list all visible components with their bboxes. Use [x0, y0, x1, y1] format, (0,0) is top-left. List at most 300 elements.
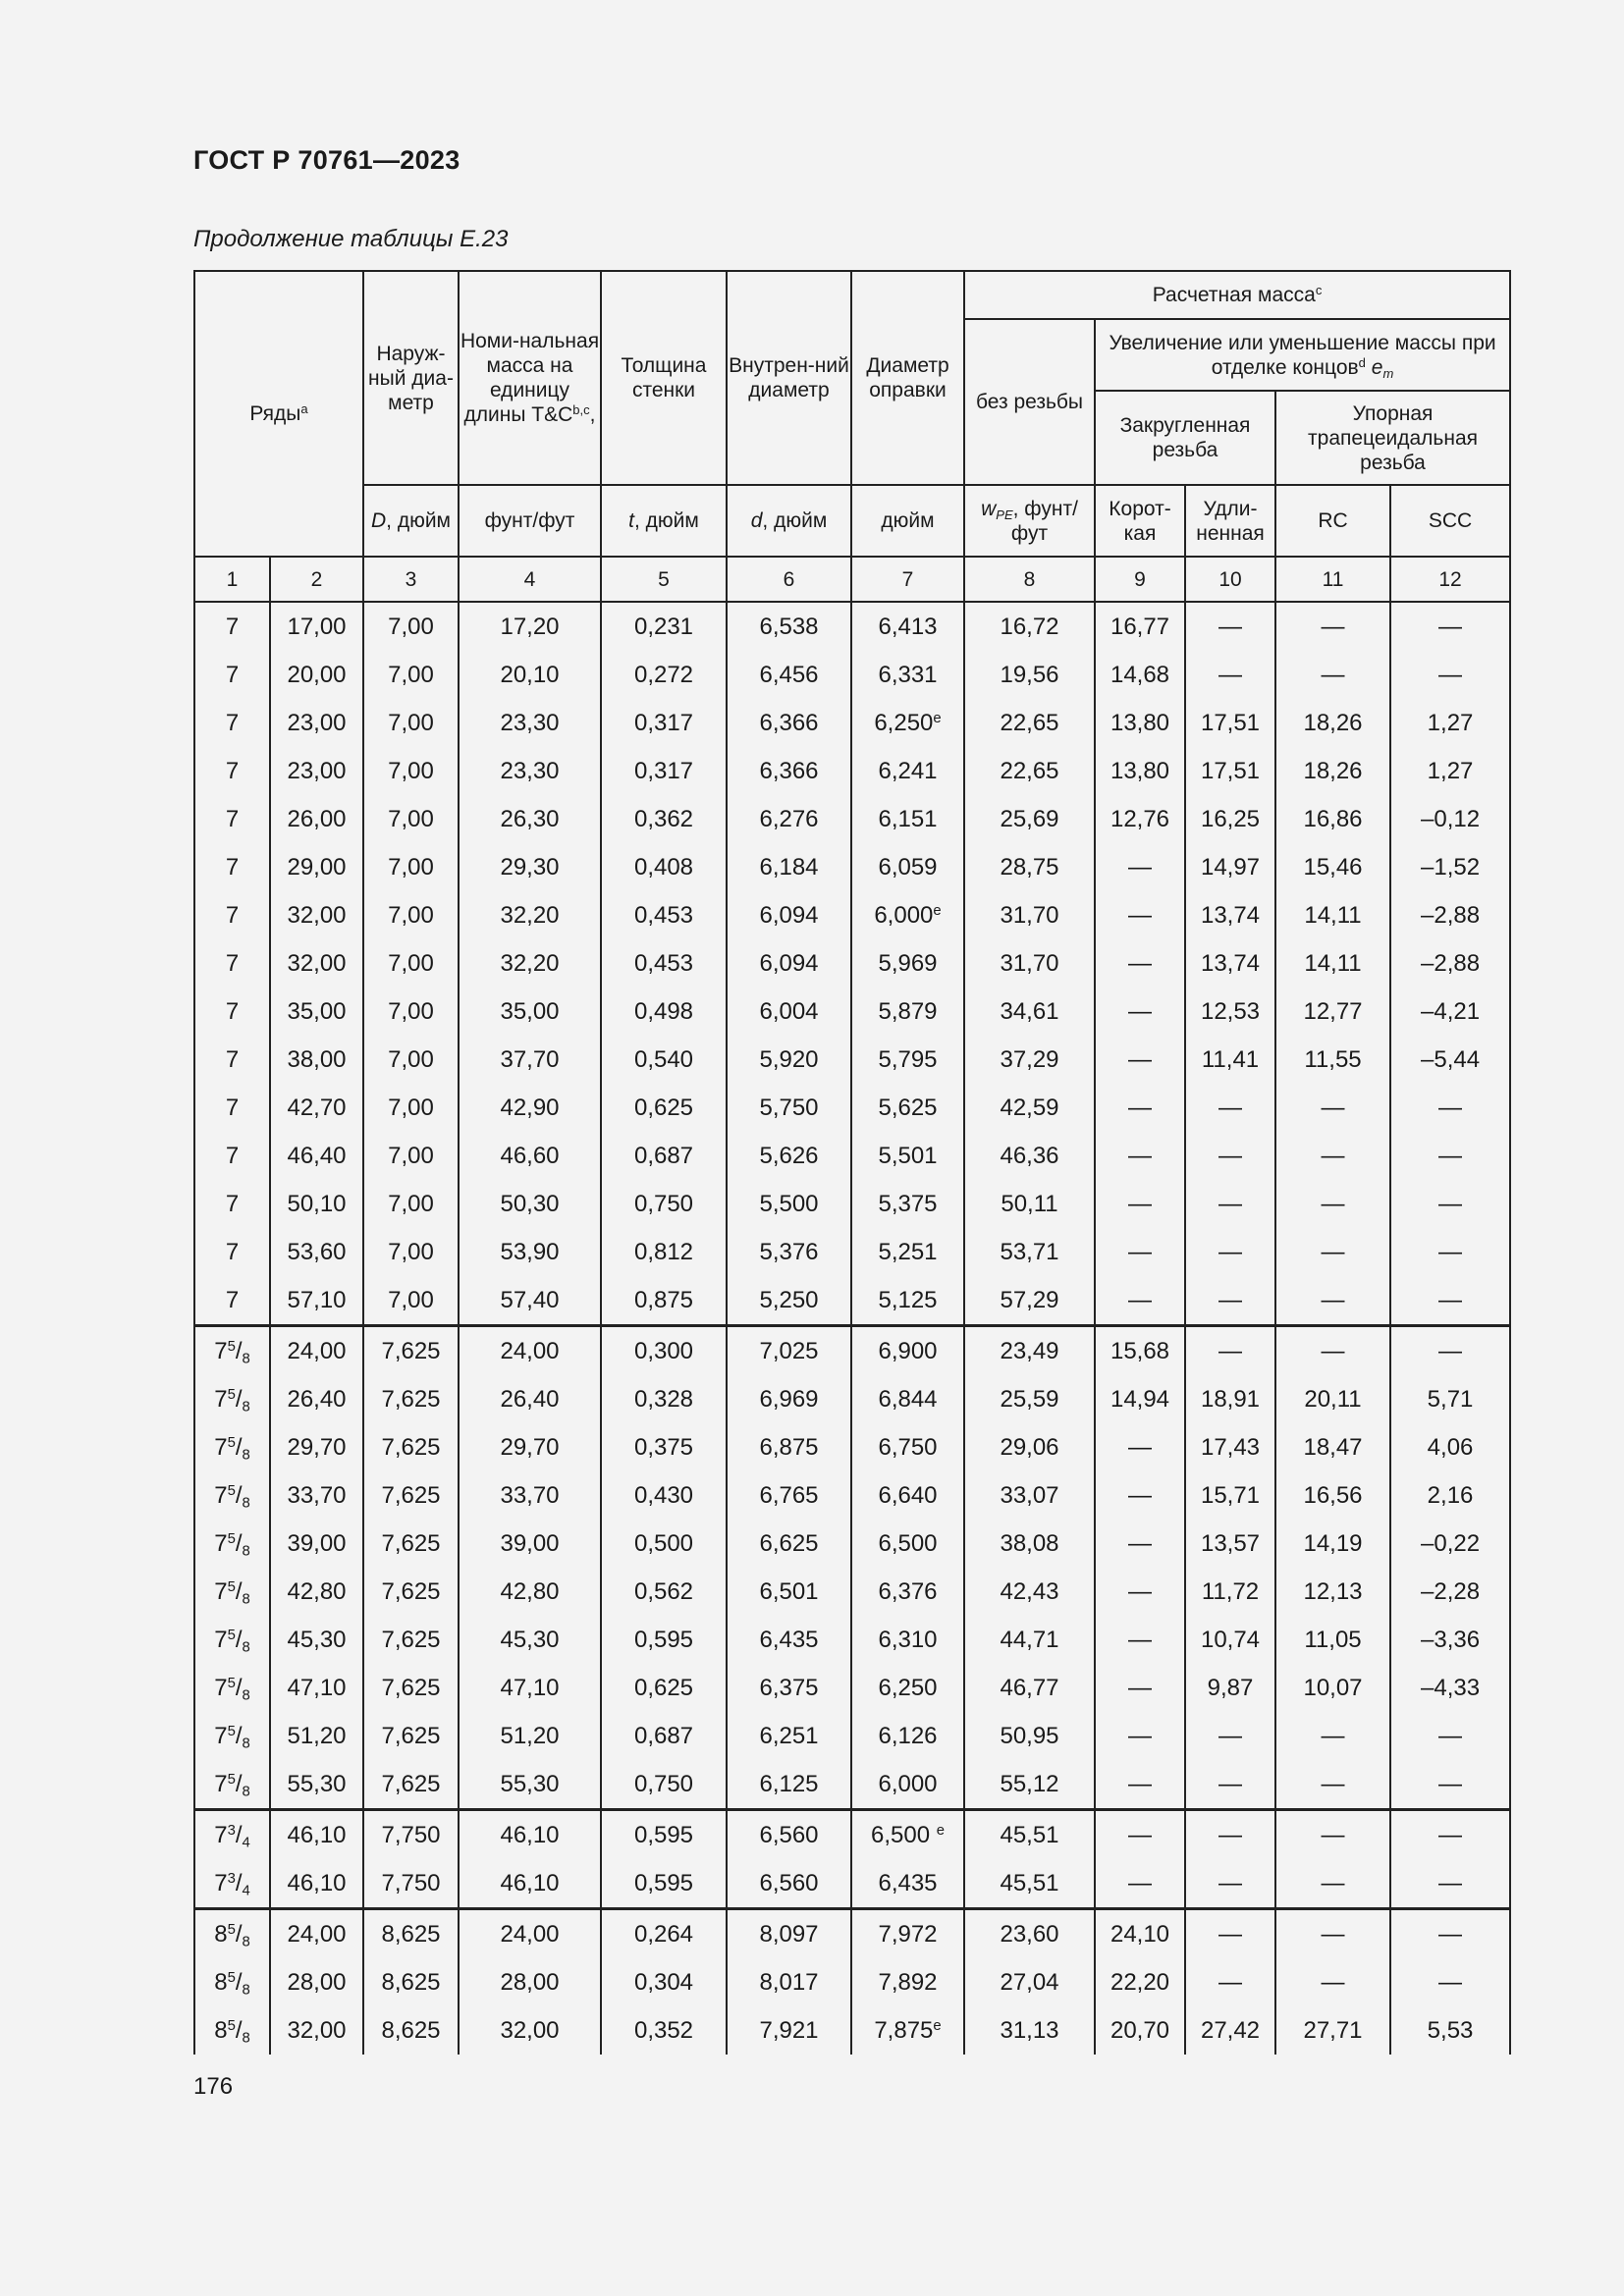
table-row [194, 1909, 1510, 1959]
cell-weight: 32,00 [270, 2006, 363, 2055]
cell-outer-diameter: 7,00 [363, 939, 459, 988]
cell-outer-diameter: 7,625 [363, 1616, 459, 1664]
cell-long-round: — [1185, 1276, 1275, 1326]
cell-drift-diameter: 6,241 [851, 747, 964, 795]
header-round-thread: Закругленная резьба [1095, 391, 1275, 485]
cell-size: 7 [194, 1228, 270, 1276]
cell-long-round: 13,74 [1185, 939, 1275, 988]
cell-short-round: 22,20 [1095, 1958, 1185, 2006]
cell-nominal-mass: 32,00 [459, 2006, 601, 2055]
cell-inner-diameter: 6,094 [727, 939, 851, 988]
cell-inner-diameter: 8,017 [727, 1958, 851, 2006]
cell-buttress-rc: — [1275, 1760, 1390, 1810]
cell-long-round: — [1185, 1228, 1275, 1276]
cell-drift-diameter: 6,000 [851, 1760, 964, 1810]
cell-plain-end-mass: 27,04 [964, 1958, 1095, 2006]
cell-weight: 39,00 [270, 1520, 363, 1568]
cell-long-round: 14,97 [1185, 843, 1275, 891]
cell-short-round: 16,77 [1095, 602, 1185, 651]
cell-nominal-mass: 46,10 [459, 1810, 601, 1860]
cell-weight: 28,00 [270, 1958, 363, 2006]
cell-wall-thickness: 0,408 [601, 843, 727, 891]
table-row [194, 1520, 1510, 1568]
cell-buttress-rc: — [1275, 1958, 1390, 2006]
cell-size: 7 [194, 747, 270, 795]
cell-plain-end-mass: 25,69 [964, 795, 1095, 843]
cell-wall-thickness: 0,317 [601, 699, 727, 747]
cell-buttress-scc: — [1390, 651, 1510, 699]
cell-nominal-mass: 32,20 [459, 939, 601, 988]
cell-weight: 29,70 [270, 1423, 363, 1471]
cell-nominal-mass: 46,60 [459, 1132, 601, 1180]
cell-outer-diameter: 7,625 [363, 1423, 459, 1471]
cell-inner-diameter: 6,276 [727, 795, 851, 843]
cell-buttress-scc: –1,52 [1390, 843, 1510, 891]
footnote-marker: e [933, 2017, 942, 2034]
cell-size: $7^5/_8$ [194, 1712, 270, 1760]
cell-short-round: 15,68 [1095, 1326, 1185, 1376]
cell-long-round: — [1185, 1132, 1275, 1180]
cell-buttress-rc: 11,55 [1275, 1036, 1390, 1084]
cell-drift-diameter: 6,413 [851, 602, 964, 651]
cell-outer-diameter: 7,00 [363, 988, 459, 1036]
table-row [194, 1180, 1510, 1228]
cell-nominal-mass: 53,90 [459, 1228, 601, 1276]
cell-plain-end-mass: 33,07 [964, 1471, 1095, 1520]
cell-weight: 47,10 [270, 1664, 363, 1712]
cell-buttress-scc: –5,44 [1390, 1036, 1510, 1084]
cell-short-round: 14,68 [1095, 651, 1185, 699]
cell-wall-thickness: 0,595 [601, 1616, 727, 1664]
cell-inner-diameter: 6,560 [727, 1859, 851, 1909]
cell-wall-thickness: 0,595 [601, 1859, 727, 1909]
cell-nominal-mass: 20,10 [459, 651, 601, 699]
cell-size: $7^5/_8$ [194, 1471, 270, 1520]
cell-buttress-rc: 16,56 [1275, 1471, 1390, 1520]
cell-short-round: — [1095, 988, 1185, 1036]
cell-wall-thickness: 0,562 [601, 1568, 727, 1616]
cell-outer-diameter: 7,00 [363, 1180, 459, 1228]
cell-plain-end-mass: 28,75 [964, 843, 1095, 891]
table-row [194, 795, 1510, 843]
table-row [194, 988, 1510, 1036]
cell-size: $7^5/_8$ [194, 1568, 270, 1616]
cell-buttress-scc: 1,27 [1390, 699, 1510, 747]
column-number: 2 [270, 557, 363, 602]
cell-buttress-rc: 14,11 [1275, 891, 1390, 939]
cell-plain-end-mass: 50,95 [964, 1712, 1095, 1760]
cell-buttress-rc: — [1275, 1909, 1390, 1959]
cell-buttress-scc: –2,88 [1390, 891, 1510, 939]
cell-wall-thickness: 0,875 [601, 1276, 727, 1326]
cell-inner-diameter: 6,435 [727, 1616, 851, 1664]
cell-drift-diameter: 6,500 [851, 1520, 964, 1568]
cell-nominal-mass: 32,20 [459, 891, 601, 939]
footnote-marker: e [933, 902, 942, 919]
cell-size: 7 [194, 988, 270, 1036]
cell-weight: 50,10 [270, 1180, 363, 1228]
cell-outer-diameter: 7,00 [363, 651, 459, 699]
cell-buttress-scc: — [1390, 1132, 1510, 1180]
cell-drift-diameter: 6,900 [851, 1326, 964, 1376]
cell-nominal-mass: 35,00 [459, 988, 601, 1036]
cell-wall-thickness: 0,812 [601, 1228, 727, 1276]
cell-weight: 57,10 [270, 1276, 363, 1326]
cell-long-round: — [1185, 1810, 1275, 1860]
cell-drift-diameter: 5,375 [851, 1180, 964, 1228]
cell-drift-diameter: 6,435 [851, 1859, 964, 1909]
cell-drift-diameter: 5,795 [851, 1036, 964, 1084]
cell-plain-end-mass: 23,49 [964, 1326, 1095, 1376]
table-row [194, 1375, 1510, 1423]
column-number: 7 [851, 557, 964, 602]
column-number: 5 [601, 557, 727, 602]
cell-nominal-mass: 57,40 [459, 1276, 601, 1326]
cell-plain-end-mass: 22,65 [964, 699, 1095, 747]
cell-buttress-scc: –0,12 [1390, 795, 1510, 843]
table-row [194, 1859, 1510, 1909]
cell-short-round: 14,94 [1095, 1375, 1185, 1423]
table-row [194, 1958, 1510, 2006]
table-row [194, 1036, 1510, 1084]
cell-buttress-scc: –4,21 [1390, 988, 1510, 1036]
cell-wall-thickness: 0,687 [601, 1132, 727, 1180]
header-outer-diameter: Наруж-ный диа-метр [363, 271, 459, 485]
cell-inner-diameter: 7,025 [727, 1326, 851, 1376]
cell-plain-end-mass: 55,12 [964, 1760, 1095, 1810]
cell-size: $7^5/_8$ [194, 1326, 270, 1376]
cell-nominal-mass: 47,10 [459, 1664, 601, 1712]
cell-weight: 33,70 [270, 1471, 363, 1520]
table-row [194, 1471, 1510, 1520]
cell-drift-diameter: 5,625 [851, 1084, 964, 1132]
cell-size: 7 [194, 939, 270, 988]
cell-size: 7 [194, 1276, 270, 1326]
header-drift-diameter: Диаметр оправки [851, 271, 964, 485]
cell-buttress-scc: –4,33 [1390, 1664, 1510, 1712]
column-number: 11 [1275, 557, 1390, 602]
cell-short-round: 13,80 [1095, 699, 1185, 747]
cell-buttress-scc: — [1390, 1909, 1510, 1959]
cell-inner-diameter: 5,250 [727, 1276, 851, 1326]
header-inner-diameter: Внутрен-ний диаметр [727, 271, 851, 485]
cell-buttress-rc: 18,26 [1275, 747, 1390, 795]
cell-long-round: 10,74 [1185, 1616, 1275, 1664]
unit-outer-diameter: D, дюйм [363, 485, 459, 557]
cell-wall-thickness: 0,362 [601, 795, 727, 843]
cell-drift-diameter: 6,750 [851, 1423, 964, 1471]
cell-buttress-rc: — [1275, 1810, 1390, 1860]
cell-buttress-scc: –3,36 [1390, 1616, 1510, 1664]
cell-long-round: 11,72 [1185, 1568, 1275, 1616]
cell-wall-thickness: 0,430 [601, 1471, 727, 1520]
column-number: 4 [459, 557, 601, 602]
header-rc: RC [1275, 485, 1390, 557]
cell-buttress-scc: — [1390, 1084, 1510, 1132]
cell-long-round: — [1185, 651, 1275, 699]
cell-size: $8^5/_8$ [194, 1909, 270, 1959]
cell-drift-diameter: 6,310 [851, 1616, 964, 1664]
cell-wall-thickness: 0,375 [601, 1423, 727, 1471]
cell-inner-diameter: 6,875 [727, 1423, 851, 1471]
table-row [194, 1760, 1510, 1810]
cell-buttress-scc: — [1390, 1859, 1510, 1909]
cell-drift-diameter: 6,250e [851, 699, 964, 747]
cell-drift-diameter: 5,501 [851, 1132, 964, 1180]
cell-buttress-scc: 4,06 [1390, 1423, 1510, 1471]
cell-long-round: 17,51 [1185, 747, 1275, 795]
cell-long-round: — [1185, 1084, 1275, 1132]
cell-short-round: 12,76 [1095, 795, 1185, 843]
cell-weight: 42,80 [270, 1568, 363, 1616]
cell-short-round: — [1095, 1568, 1185, 1616]
cell-size: 7 [194, 1180, 270, 1228]
cell-buttress-scc: — [1390, 1180, 1510, 1228]
cell-nominal-mass: 24,00 [459, 1326, 601, 1376]
table-body [194, 602, 1510, 2055]
header-plain-end: без резьбы [964, 319, 1095, 485]
cell-size: $7^3/_4$ [194, 1859, 270, 1909]
cell-size: 7 [194, 795, 270, 843]
cell-inner-diameter: 6,251 [727, 1712, 851, 1760]
cell-short-round: — [1095, 1180, 1185, 1228]
cell-buttress-scc: — [1390, 1326, 1510, 1376]
cell-weight: 42,70 [270, 1084, 363, 1132]
table-row [194, 1616, 1510, 1664]
cell-drift-diameter: 6,151 [851, 795, 964, 843]
cell-long-round: 9,87 [1185, 1664, 1275, 1712]
cell-buttress-rc: — [1275, 1859, 1390, 1909]
cell-nominal-mass: 42,80 [459, 1568, 601, 1616]
cell-plain-end-mass: 44,71 [964, 1616, 1095, 1664]
cell-buttress-scc: — [1390, 1810, 1510, 1860]
cell-inner-diameter: 5,376 [727, 1228, 851, 1276]
column-number-row [194, 557, 1510, 602]
cell-buttress-scc: — [1390, 1958, 1510, 2006]
cell-plain-end-mass: 50,11 [964, 1180, 1095, 1228]
header-calculated-mass: Расчетная масса$^c$ [964, 271, 1510, 319]
table-row [194, 1132, 1510, 1180]
cell-buttress-rc: 14,11 [1275, 939, 1390, 988]
cell-buttress-rc: 27,71 [1275, 2006, 1390, 2055]
cell-size: 7 [194, 891, 270, 939]
cell-drift-diameter: 6,000e [851, 891, 964, 939]
cell-buttress-scc: –2,28 [1390, 1568, 1510, 1616]
cell-buttress-rc: 18,26 [1275, 699, 1390, 747]
table-row [194, 1810, 1510, 1860]
cell-outer-diameter: 7,00 [363, 1276, 459, 1326]
cell-weight: 24,00 [270, 1909, 363, 1959]
cell-weight: 35,00 [270, 988, 363, 1036]
cell-plain-end-mass: 25,59 [964, 1375, 1095, 1423]
cell-wall-thickness: 0,453 [601, 939, 727, 988]
footnote-marker: e [936, 1822, 945, 1839]
cell-buttress-rc: 10,07 [1275, 1664, 1390, 1712]
cell-weight: 32,00 [270, 939, 363, 988]
cell-nominal-mass: 37,70 [459, 1036, 601, 1084]
cell-size: $7^5/_8$ [194, 1520, 270, 1568]
cell-weight: 20,00 [270, 651, 363, 699]
cell-outer-diameter: 7,00 [363, 843, 459, 891]
cell-wall-thickness: 0,304 [601, 1958, 727, 2006]
cell-plain-end-mass: 31,13 [964, 2006, 1095, 2055]
cell-long-round: — [1185, 1859, 1275, 1909]
cell-buttress-rc: 16,86 [1275, 795, 1390, 843]
cell-weight: 24,00 [270, 1326, 363, 1376]
column-number: 6 [727, 557, 851, 602]
cell-inner-diameter: 6,969 [727, 1375, 851, 1423]
cell-outer-diameter: 7,625 [363, 1326, 459, 1376]
cell-drift-diameter: 5,125 [851, 1276, 964, 1326]
cell-outer-diameter: 7,00 [363, 795, 459, 843]
cell-weight: 17,00 [270, 602, 363, 651]
cell-buttress-scc: — [1390, 1276, 1510, 1326]
cell-outer-diameter: 7,00 [363, 1228, 459, 1276]
unit-nominal-mass: фунт/фут [459, 485, 601, 557]
cell-weight: 45,30 [270, 1616, 363, 1664]
cell-outer-diameter: 7,625 [363, 1471, 459, 1520]
cell-size: $8^5/_8$ [194, 1958, 270, 2006]
cell-buttress-rc: — [1275, 1712, 1390, 1760]
cell-inner-diameter: 7,921 [727, 2006, 851, 2055]
cell-wall-thickness: 0,231 [601, 602, 727, 651]
cell-outer-diameter: 7,750 [363, 1810, 459, 1860]
cell-weight: 55,30 [270, 1760, 363, 1810]
cell-nominal-mass: 45,30 [459, 1616, 601, 1664]
cell-buttress-rc: — [1275, 1228, 1390, 1276]
cell-plain-end-mass: 57,29 [964, 1276, 1095, 1326]
cell-size: $7^5/_8$ [194, 1423, 270, 1471]
cell-inner-diameter: 6,538 [727, 602, 851, 651]
cell-buttress-scc: 1,27 [1390, 747, 1510, 795]
cell-drift-diameter: 5,251 [851, 1228, 964, 1276]
cell-outer-diameter: 7,750 [363, 1859, 459, 1909]
cell-buttress-scc: –2,88 [1390, 939, 1510, 988]
cell-wall-thickness: 0,540 [601, 1036, 727, 1084]
table-row [194, 843, 1510, 891]
cell-inner-diameter: 6,501 [727, 1568, 851, 1616]
cell-weight: 26,40 [270, 1375, 363, 1423]
cell-buttress-rc: — [1275, 1326, 1390, 1376]
cell-buttress-rc: 14,19 [1275, 1520, 1390, 1568]
cell-short-round: — [1095, 1520, 1185, 1568]
cell-plain-end-mass: 45,51 [964, 1810, 1095, 1860]
cell-drift-diameter: 7,892 [851, 1958, 964, 2006]
cell-short-round: — [1095, 1810, 1185, 1860]
footnote-marker: e [933, 710, 942, 726]
cell-nominal-mass: 42,90 [459, 1084, 601, 1132]
cell-wall-thickness: 0,687 [601, 1712, 727, 1760]
cell-weight: 23,00 [270, 699, 363, 747]
cell-short-round: — [1095, 843, 1185, 891]
cell-outer-diameter: 7,625 [363, 1568, 459, 1616]
column-number: 3 [363, 557, 459, 602]
cell-inner-diameter: 6,625 [727, 1520, 851, 1568]
cell-plain-end-mass: 45,51 [964, 1859, 1095, 1909]
cell-long-round: — [1185, 1909, 1275, 1959]
cell-weight: 29,00 [270, 843, 363, 891]
cell-nominal-mass: 51,20 [459, 1712, 601, 1760]
cell-outer-diameter: 7,00 [363, 602, 459, 651]
cell-drift-diameter: 6,250 [851, 1664, 964, 1712]
cell-buttress-rc: — [1275, 602, 1390, 651]
cell-weight: 38,00 [270, 1036, 363, 1084]
cell-buttress-scc: — [1390, 1712, 1510, 1760]
cell-wall-thickness: 0,595 [601, 1810, 727, 1860]
cell-nominal-mass: 17,20 [459, 602, 601, 651]
column-number: 10 [1185, 557, 1275, 602]
cell-long-round: 17,43 [1185, 1423, 1275, 1471]
cell-inner-diameter: 6,004 [727, 988, 851, 1036]
header-wall-thickness: Толщина стенки [601, 271, 727, 485]
cell-weight: 46,10 [270, 1810, 363, 1860]
cell-plain-end-mass: 37,29 [964, 1036, 1095, 1084]
cell-short-round: — [1095, 1760, 1185, 1810]
header-nominal-mass: Номи-нальная масса на единицу длины $T\&C^{b,c}$, [459, 271, 601, 485]
cell-long-round: 12,53 [1185, 988, 1275, 1036]
cell-short-round: — [1095, 1276, 1185, 1326]
table-row [194, 699, 1510, 747]
cell-short-round: — [1095, 1423, 1185, 1471]
cell-outer-diameter: 7,625 [363, 1712, 459, 1760]
cell-drift-diameter: 7,875e [851, 2006, 964, 2055]
cell-short-round: — [1095, 1664, 1185, 1712]
pipe-data-table [193, 270, 1511, 2055]
cell-short-round: 20,70 [1095, 2006, 1185, 2055]
cell-buttress-rc: — [1275, 1132, 1390, 1180]
cell-inner-diameter: 6,560 [727, 1810, 851, 1860]
cell-wall-thickness: 0,272 [601, 651, 727, 699]
cell-size: 7 [194, 602, 270, 651]
table-row [194, 1276, 1510, 1326]
cell-buttress-rc: 12,77 [1275, 988, 1390, 1036]
cell-wall-thickness: 0,498 [601, 988, 727, 1036]
cell-nominal-mass: 23,30 [459, 747, 601, 795]
cell-size: 7 [194, 651, 270, 699]
cell-wall-thickness: 0,750 [601, 1760, 727, 1810]
table-row [194, 2006, 1510, 2055]
cell-plain-end-mass: 31,70 [964, 891, 1095, 939]
cell-short-round: 13,80 [1095, 747, 1185, 795]
cell-plain-end-mass: 16,72 [964, 602, 1095, 651]
cell-short-round: — [1095, 1471, 1185, 1520]
cell-size: 7 [194, 699, 270, 747]
table-row [194, 1228, 1510, 1276]
cell-short-round: — [1095, 891, 1185, 939]
cell-outer-diameter: 7,00 [363, 699, 459, 747]
cell-wall-thickness: 0,750 [601, 1180, 727, 1228]
cell-wall-thickness: 0,264 [601, 1909, 727, 1959]
cell-outer-diameter: 7,00 [363, 1132, 459, 1180]
cell-wall-thickness: 0,300 [601, 1326, 727, 1376]
table-row [194, 1664, 1510, 1712]
cell-outer-diameter: 7,00 [363, 891, 459, 939]
cell-nominal-mass: 29,70 [459, 1423, 601, 1471]
column-number: 8 [964, 557, 1095, 602]
cell-nominal-mass: 26,40 [459, 1375, 601, 1423]
cell-long-round: — [1185, 1958, 1275, 2006]
cell-inner-diameter: 6,366 [727, 747, 851, 795]
cell-size: 7 [194, 1132, 270, 1180]
cell-plain-end-mass: 38,08 [964, 1520, 1095, 1568]
cell-long-round: 17,51 [1185, 699, 1275, 747]
cell-outer-diameter: 8,625 [363, 1958, 459, 2006]
cell-buttress-scc: –0,22 [1390, 1520, 1510, 1568]
header-rows: Ряды$^a$ [194, 271, 363, 557]
cell-buttress-scc: — [1390, 1760, 1510, 1810]
cell-nominal-mass: 39,00 [459, 1520, 601, 1568]
cell-drift-diameter: 6,331 [851, 651, 964, 699]
